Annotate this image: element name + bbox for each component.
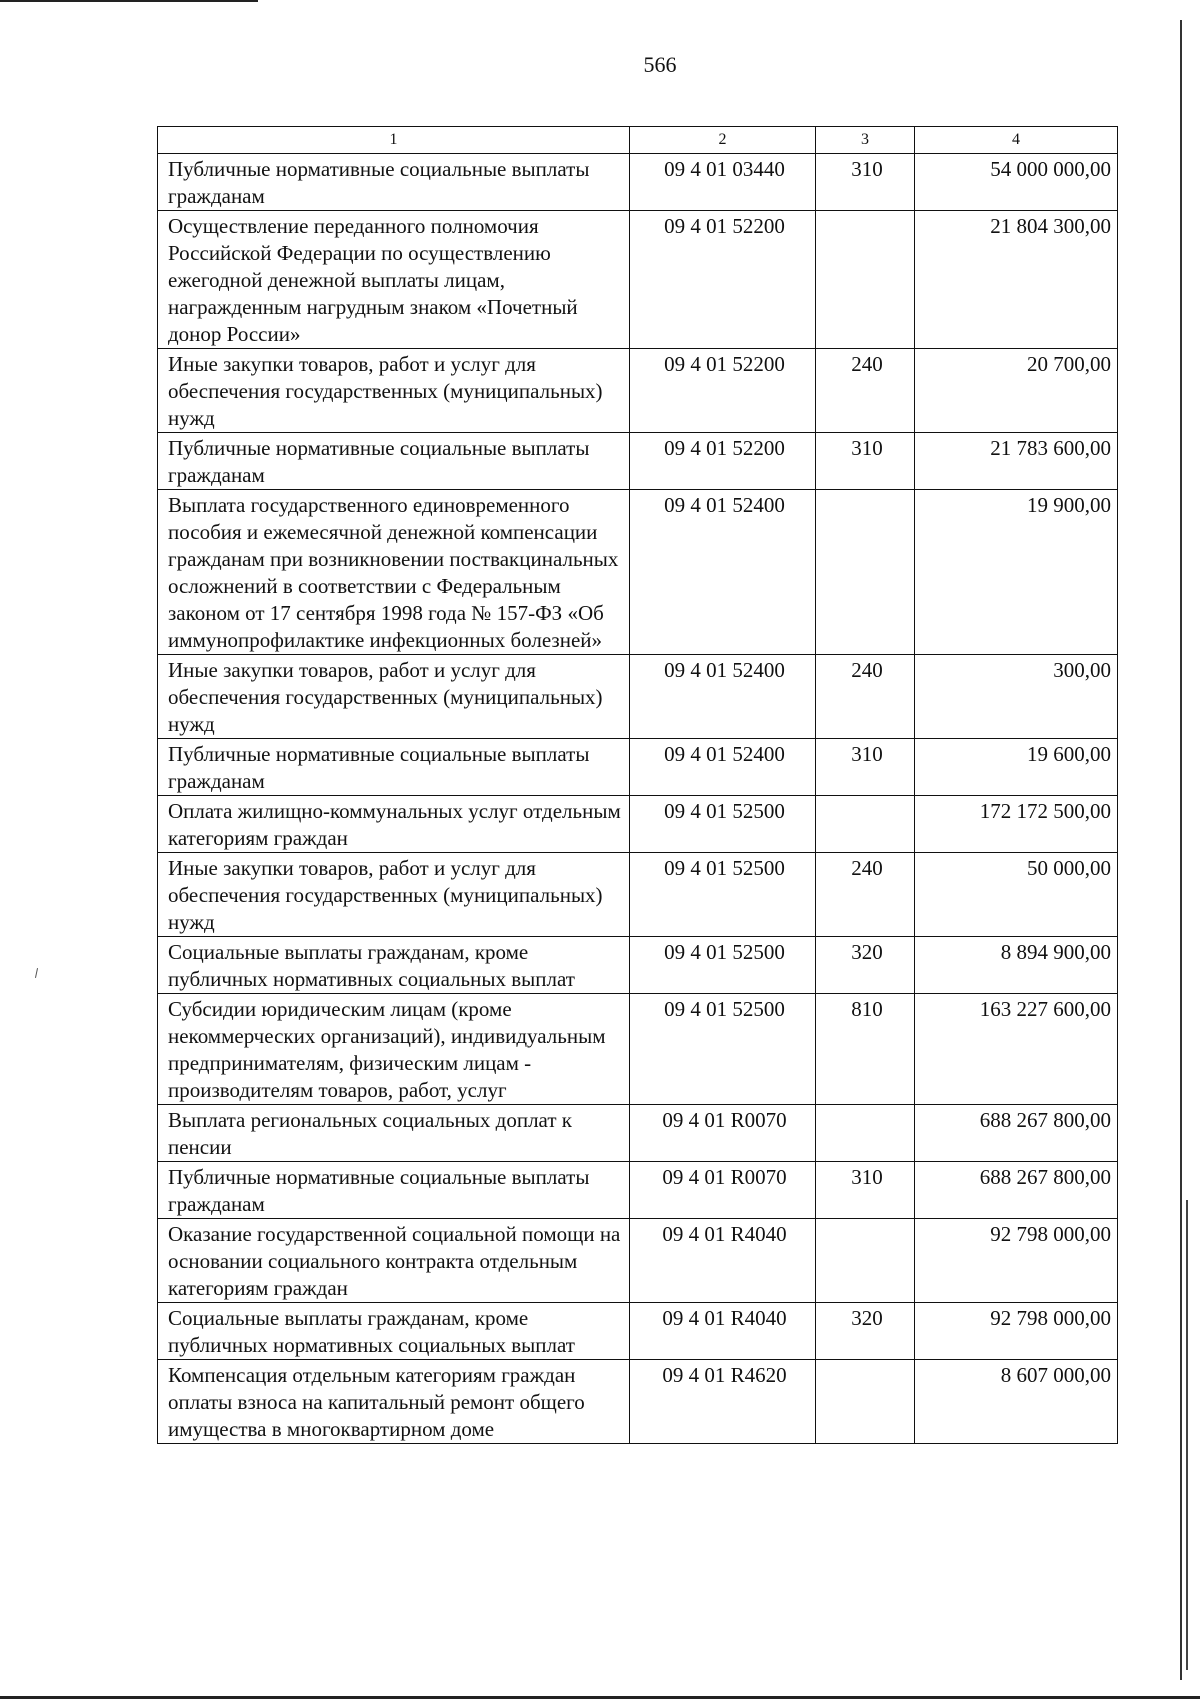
row-name: Публичные нормативные социальные выплаты гражданам (158, 739, 630, 796)
row-name: Иные закупки товаров, работ и услуг для обеспечения государственных (муниципальных) нужд (158, 655, 630, 739)
row-kind (816, 1360, 915, 1444)
row-code: 09 4 01 52500 (630, 994, 816, 1105)
table-row (158, 853, 1118, 937)
table-row (158, 796, 1118, 853)
row-amount: 19 600,00 (915, 739, 1118, 796)
table-row (158, 433, 1118, 490)
table-row (158, 1105, 1118, 1162)
row-kind (816, 1105, 915, 1162)
row-amount: 8 607 000,00 (915, 1360, 1118, 1444)
row-amount: 20 700,00 (915, 349, 1118, 433)
row-amount: 688 267 800,00 (915, 1105, 1118, 1162)
row-kind (816, 211, 915, 349)
row-amount: 92 798 000,00 (915, 1303, 1118, 1360)
row-name: Социальные выплаты гражданам, кроме публичных нормативных социальных выплат (158, 1303, 630, 1360)
row-kind: 310 (816, 433, 915, 490)
row-code: 09 4 01 52400 (630, 739, 816, 796)
row-code: 09 4 01 R0070 (630, 1162, 816, 1219)
row-kind: 310 (816, 154, 915, 211)
row-amount: 8 894 900,00 (915, 937, 1118, 994)
row-code: 09 4 01 03440 (630, 154, 816, 211)
page-number: 566 (643, 52, 677, 77)
header-col-1: 1 (158, 127, 630, 154)
row-name: Социальные выплаты гражданам, кроме публичных нормативных социальных выплат (158, 937, 630, 994)
row-kind (816, 796, 915, 853)
row-kind (816, 490, 915, 655)
row-code: 09 4 01 R4040 (630, 1303, 816, 1360)
row-name: Публичные нормативные социальные выплаты гражданам (158, 154, 630, 211)
row-code: 09 4 01 52200 (630, 211, 816, 349)
row-amount: 54 000 000,00 (915, 154, 1118, 211)
row-amount: 300,00 (915, 655, 1118, 739)
table-row (158, 349, 1118, 433)
row-name: Оплата жилищно-коммунальных услуг отдельным категориям граждан (158, 796, 630, 853)
row-code: 09 4 01 52500 (630, 937, 816, 994)
table-header (158, 127, 1118, 154)
row-amount: 163 227 600,00 (915, 994, 1118, 1105)
row-name: Оказание государственной социальной помощи на основании социального контракта отдельным категориям граждан (158, 1219, 630, 1303)
header-row (158, 127, 1118, 154)
row-name: Иные закупки товаров, работ и услуг для обеспечения государственных (муниципальных) нужд (158, 349, 630, 433)
scan-edge-right (1180, 20, 1182, 1680)
table-row (158, 490, 1118, 655)
row-code: 09 4 01 52500 (630, 796, 816, 853)
row-name: Иные закупки товаров, работ и услуг для обеспечения государственных (муниципальных) нужд (158, 853, 630, 937)
scan-stray-mark (35, 968, 38, 978)
row-name: Публичные нормативные социальные выплаты гражданам (158, 1162, 630, 1219)
row-kind: 810 (816, 994, 915, 1105)
row-code: 09 4 01 R0070 (630, 1105, 816, 1162)
row-name: Осуществление переданного полномочия Российской Федерации по осуществлению ежегодной денежной выплаты лицам, награжденным нагрудным знаком «Почетный донор России» (158, 211, 630, 349)
table-row (158, 1219, 1118, 1303)
header-col-3: 3 (816, 127, 915, 154)
row-code: 09 4 01 52200 (630, 433, 816, 490)
table-row (158, 1162, 1118, 1219)
row-name: Компенсация отдельным категориям граждан оплаты взноса на капитальный ремонт общего имущества в многоквартирном доме (158, 1360, 630, 1444)
scan-edge-bottom (0, 1696, 1200, 1699)
table-row (158, 1303, 1118, 1360)
row-kind: 320 (816, 937, 915, 994)
row-amount: 50 000,00 (915, 853, 1118, 937)
row-code: 09 4 01 52400 (630, 490, 816, 655)
table-row (158, 154, 1118, 211)
row-kind: 240 (816, 349, 915, 433)
table-row (158, 739, 1118, 796)
table-row (158, 994, 1118, 1105)
row-code: 09 4 01 52400 (630, 655, 816, 739)
table-row (158, 1360, 1118, 1444)
row-name: Публичные нормативные социальные выплаты гражданам (158, 433, 630, 490)
row-name: Выплата региональных социальных доплат к пенсии (158, 1105, 630, 1162)
row-kind (816, 1219, 915, 1303)
row-amount: 21 783 600,00 (915, 433, 1118, 490)
row-kind: 310 (816, 739, 915, 796)
budget-table (157, 126, 1118, 1444)
header-col-2: 2 (630, 127, 816, 154)
row-code: 09 4 01 R4620 (630, 1360, 816, 1444)
row-amount: 92 798 000,00 (915, 1219, 1118, 1303)
row-amount: 19 900,00 (915, 490, 1118, 655)
table-body (158, 154, 1118, 1444)
table-row (158, 655, 1118, 739)
scan-edge-top (0, 0, 258, 2)
row-amount: 21 804 300,00 (915, 211, 1118, 349)
row-kind: 240 (816, 853, 915, 937)
row-kind: 320 (816, 1303, 915, 1360)
row-code: 09 4 01 R4040 (630, 1219, 816, 1303)
row-kind: 240 (816, 655, 915, 739)
row-amount: 688 267 800,00 (915, 1162, 1118, 1219)
row-code: 09 4 01 52500 (630, 853, 816, 937)
row-name: Субсидии юридическим лицам (кроме некоммерческих организаций), индивидуальным предпринимателям, физическим лицам - производителям товаров, работ, услуг (158, 994, 630, 1105)
table-row (158, 937, 1118, 994)
row-kind: 310 (816, 1162, 915, 1219)
row-amount: 172 172 500,00 (915, 796, 1118, 853)
row-code: 09 4 01 52200 (630, 349, 816, 433)
header-col-4: 4 (915, 127, 1118, 154)
scan-edge-right-inner (1186, 1200, 1188, 1670)
row-name: Выплата государственного единовременного пособия и ежемесячной денежной компенсации гражданам при возникновении поствакцинальных осложнений в соответствии с Федеральным законом от 17 сентября 1998 года № 157-ФЗ «Об иммунопрофилактике инфекционных болезней» (158, 490, 630, 655)
table-row (158, 211, 1118, 349)
